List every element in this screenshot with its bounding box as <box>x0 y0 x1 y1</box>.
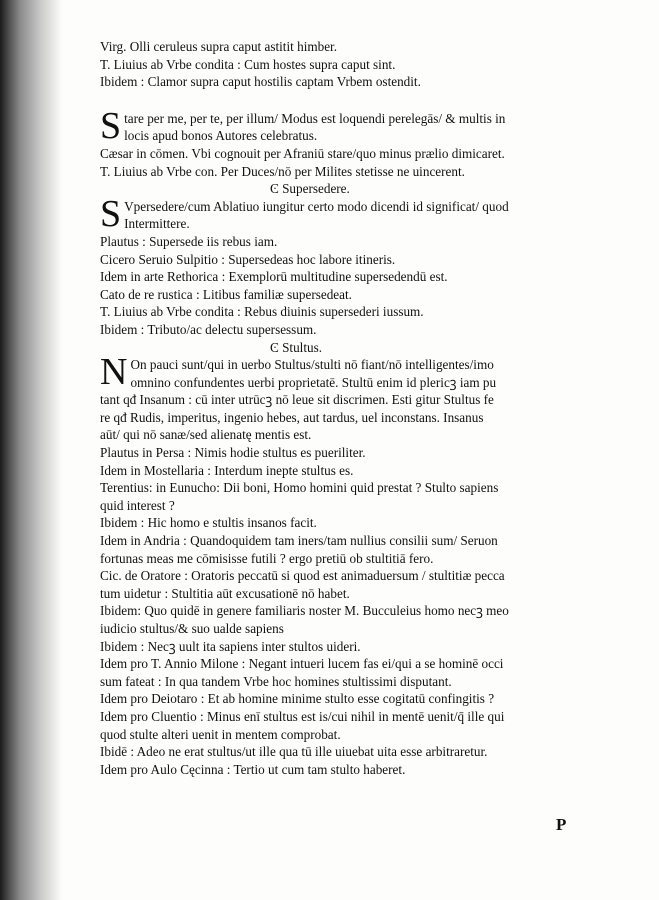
text-line: Ibidem : Clamor supra caput hostilis captam Vrbem ostendit. <box>100 74 421 90</box>
entry-stultus <box>100 339 600 779</box>
entry-heading: Ͼ Stultus. <box>270 339 323 355</box>
text-line: Cic. de Oratore : Oratoris peccatū si quod est animaduersum / stultitiæ pecca <box>100 568 505 584</box>
text-line: sum fateat : In qua tandem Vrbe hoc homines stultissimi disputant. <box>100 673 452 689</box>
text-line: Cicero Seruio Sulpitio : Supersedeas hoc labore itineris. <box>100 251 396 267</box>
entry-heading: Ͼ Supersedere. <box>270 181 350 197</box>
text-line: Vpersedere/cum Ablatiuo iungitur certo modo dicendi id significat/ quod <box>124 198 509 214</box>
paragraph-mark: Ͼ <box>270 181 279 197</box>
text-line: Intermittere. <box>124 216 190 232</box>
text-line: quid interest ? <box>100 497 175 513</box>
entry-supersedere <box>100 180 600 338</box>
text-line: Idem in Mostellaria : Interdum inepte stultus es. <box>100 462 354 478</box>
text-line: Idem pro T. Annio Milone : Negant intueri lucem fas ei/qui a se hominē occi <box>100 656 504 672</box>
text-line: Virg. Olli ceruleus supra caput astitit himber. <box>100 39 338 54</box>
text-line: locis apud bonos Autores celebratus. <box>124 128 318 144</box>
opening-citations <box>100 38 600 91</box>
entry-stare <box>100 104 600 180</box>
text-line: Ibidem : Hic homo e stultis insanos facit. <box>100 515 317 531</box>
text-line: Cæsar in cōmen. Vbi cognouit per Afraniū stare/quo minus prælio dimicaret. <box>100 145 505 161</box>
text-line: On pauci sunt/qui in uerbo Stultus/stulti nō fiant/nō intelligentes/imo <box>130 357 494 373</box>
page-text <box>100 38 600 778</box>
text-line: Idem in Andria : Quandoquidem tam iners/tam nullius consilii sum/ Seruon <box>100 533 498 549</box>
page-gutter-shadow <box>0 0 62 900</box>
text-line: Plautus in Persa : Nimis hodie stultus es pueriliter. <box>100 445 366 461</box>
text-line: Ibidē : Adeo ne erat stultus/ut ille qua tū ille uiuebat uita esse arbitraretur. <box>100 744 488 760</box>
text-line: quod stulte alteri uenit in mentem comprobat. <box>100 726 341 742</box>
text-line: tare per me, per te, per illum/ Modus est loquendi perelegās/ & multis in <box>124 110 506 126</box>
text-line: iudicio stultus/& suo ualde sapiens <box>100 621 284 636</box>
text-line: T. Liuius ab Vrbe con. Per Duces/nō per Milites stetisse ne uincerent. <box>100 163 465 179</box>
text-line: T. Liuius ab Vrbe condita : Rebus diuinis supersederi iussum. <box>100 304 424 320</box>
text-line: fortunas meas me cōmisisse futili ? ergo pretiū ob stultitiā fero. <box>100 550 434 566</box>
text-line: Ibidem : Tributo/ac delectu supersessum. <box>100 321 317 337</box>
text-line: tum uidetur : Stultitia aūt excusationē nō habet. <box>100 585 350 601</box>
paragraph-mark: Ͼ <box>270 339 279 355</box>
signature-mark: P <box>556 815 567 834</box>
text-line: Terentius: in Eunucho: Dii boni, Homo homini quid prestat ? Stulto sapiens <box>100 480 499 496</box>
text-line: re qđ Rudis, imperitus, ingenio hebes, aut tardus, uel inconstans. Insanus <box>100 409 484 425</box>
text-line: Idem pro Aulo Cęcinna : Tertio ut cum tam stulto haberet. <box>100 761 406 777</box>
text-line: Plautus : Supersede iis rebus iam. <box>100 233 278 249</box>
text-line: Cato de re rustica : Litibus familiæ supersedeat. <box>100 286 352 302</box>
drop-cap: S <box>100 192 122 235</box>
text-line: Idem pro Cluentio : Minus enī stultus est is/cui nihil in mentē uenit/q̄ ille qui <box>100 708 505 724</box>
drop-cap: N <box>100 351 128 394</box>
text-line: Ibidem: Quo quidē in genere familiaris noster M. Bucculeius homo necꝫ meo <box>100 603 509 619</box>
drop-cap: S <box>100 104 122 147</box>
text-line: aūt/ qui nō sanæ/sed alienatę mentis est. <box>100 427 312 443</box>
text-line: Ibidem : Necꝫ uult ita sapiens inter stultos uideri. <box>100 638 361 654</box>
text-line: tant qđ Insanum : cū inter utrūcꝫ nō leue sit discrimen. Esti gitur Stultus fe <box>100 392 494 408</box>
text-line: T. Liuius ab Vrbe condita : Cum hostes supra caput sint. <box>100 56 396 72</box>
text-line: omnino confundentes uerbi proprietatē. Stultū enim id plericꝫ iam pu <box>130 374 497 390</box>
text-line: Idem in arte Rethorica : Exemplorū multitudine supersedendū est. <box>100 269 448 285</box>
text-line: Idem pro Deiotaro : Et ab homine minime stulto esse cogitatū confingitis ? <box>100 691 495 707</box>
